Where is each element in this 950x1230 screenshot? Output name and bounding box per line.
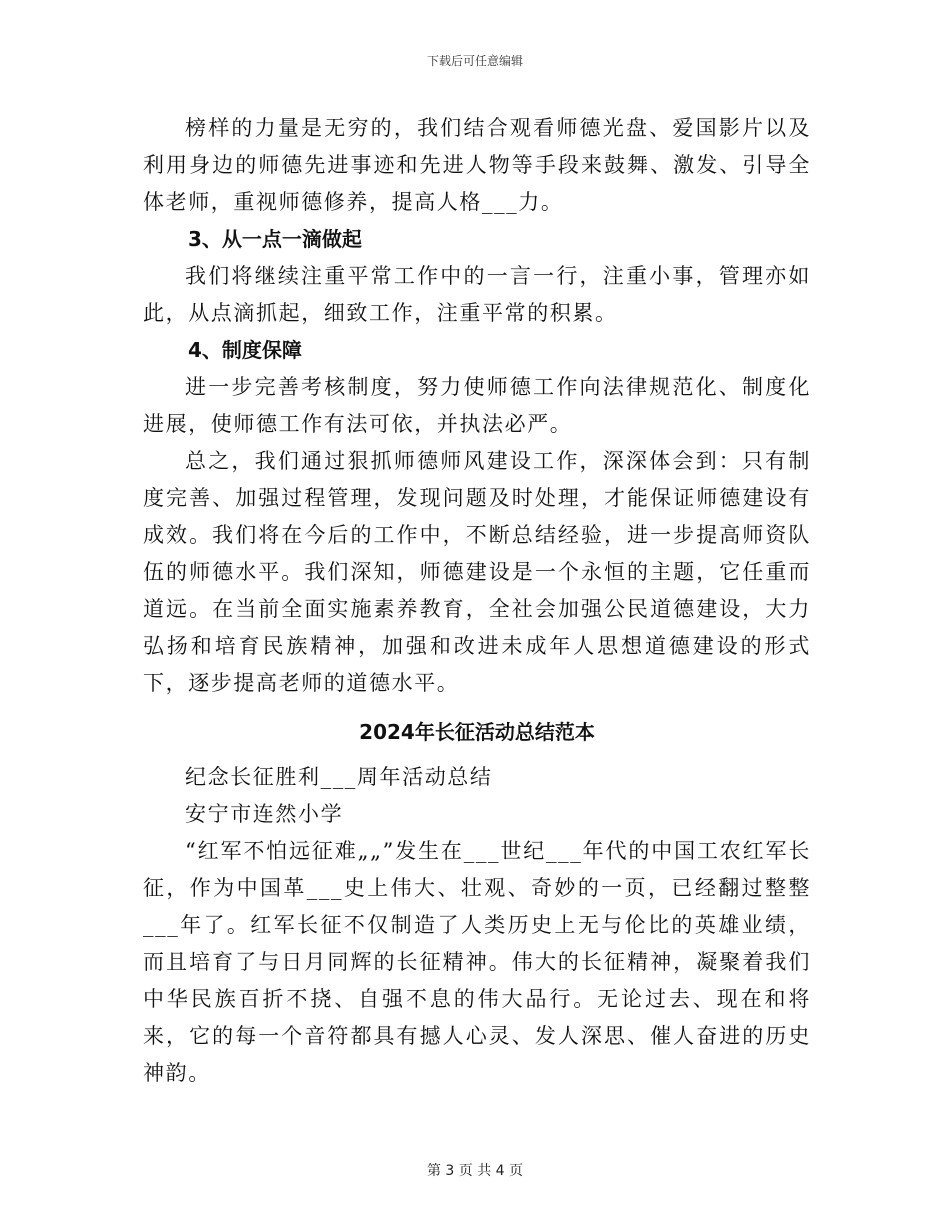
document-body: [143, 110, 811, 1092]
paragraph-step-by-step: 我们将继续注重平常工作中的一言一行，注重小事，管理亦如此，从点滴抓起，细致工作，注重平常的积累。: [143, 264, 811, 325]
page-header-note: 下载后可任意编辑: [426, 54, 523, 68]
page-footer: 第 3 页 共 4 页: [426, 1163, 524, 1179]
heading-system-guarantee: 4、制度保障: [188, 338, 302, 362]
paragraph-summary: 总之，我们通过狠抓师德师风建设工作，深深体会到：只有制度完善、加强过程管理，发现问题及时处理，才能保证师德建设有成效。我们将在今后的工作中，不断总结经验，进一步提高师资队伍的师德水平。我们深知，师德建设是一个永恒的主题，它任重而道远。在当前全面实施素养教育，全社会加强公民道德建设，大力弘扬和培育民族精神，加强和改进未成年人思想道德建设的形式下，逐步提高老师的道德水平。: [143, 449, 811, 695]
heading-step-by-step: 3、从一点一滴做起: [188, 227, 362, 251]
paragraph-long-march: “红军不怕远征难„„”发生在___世纪___年代的中国工农红军长征，作为中国革___史上伟大、壮观、奇妙的一页，已经翻过整整___年了。红军长征不仅制造了人类历史上无与伦比的英雄业绩，而且培育了与日月同辉的长征精神。伟大的长征精神，凝聚着我们中华民族百折不挠、自强不息的伟大品行。无论过去、现在和将来，它的每一个音符都具有撼人心灵、发人深思、催人奋进的历史神韵。: [143, 839, 811, 1085]
section-title: 2024年长征活动总结范本: [359, 720, 595, 744]
subtitle-line: 纪念长征胜利___周年活动总结: [185, 765, 493, 789]
paragraph-system-guarantee: 进一步完善考核制度，努力使师德工作向法律规范化、制度化进展，使师德工作有法可依，并执法必严。: [143, 375, 811, 436]
school-name: 安宁市连然小学: [185, 802, 344, 826]
paragraph-role-models: 榜样的力量是无穷的，我们结合观看师德光盘、爱国影片以及利用身边的师德先进事迹和先进人物等手段来鼓舞、激发、引导全体老师，重视师德修养，提高人格___力。: [143, 116, 811, 214]
